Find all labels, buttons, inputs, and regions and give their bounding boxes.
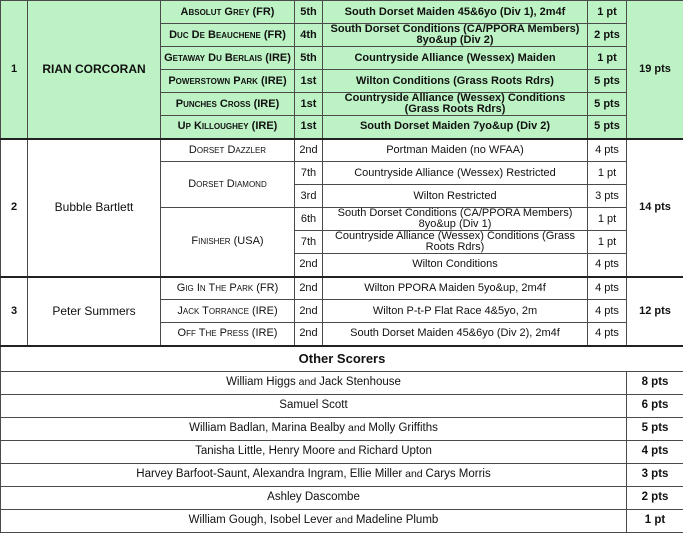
scorer-name: William Badlan, Marina Bealby [189, 422, 346, 434]
placing-cell: 4th [295, 24, 323, 47]
other-scorer-points: 2 pts [627, 486, 683, 509]
race-cell: South Dorset Maiden 45&6yo (Div 2), 2m4f [323, 323, 588, 346]
scorer-name: William Higgs [226, 376, 296, 388]
other-scorer-names [1, 371, 627, 394]
conjunction-text: and [295, 376, 320, 388]
placing-cell: 3rd [295, 185, 323, 208]
conjunction-text: and [402, 468, 426, 480]
trainer-name: RIAN CORCORAN [28, 1, 161, 139]
race-cell: South Dorset Conditions (CA/PPORA Members) 8yo&up (Div 1) [323, 208, 588, 231]
other-scorer-names [1, 509, 627, 532]
points-cell: 4 pts [588, 254, 627, 277]
horse-name: Gig In The Park (FR) [161, 277, 295, 300]
trainer-name: Peter Summers [28, 277, 161, 346]
table-row [1, 277, 683, 300]
horse-name: Up Killoughey (IRE) [161, 116, 295, 139]
conjunction-text: and [335, 445, 359, 457]
scorer-name: Madeline Plumb [355, 514, 439, 526]
points-cell: 2 pts [588, 24, 627, 47]
placing-cell: 6th [295, 208, 323, 231]
placing-cell: 2nd [295, 139, 323, 162]
points-cell: 4 pts [588, 323, 627, 346]
horse-name: Dorset Dazzler [161, 139, 295, 162]
horse-name: Off The Press (IRE) [161, 323, 295, 346]
points-cell: 1 pt [588, 208, 627, 231]
total-points: 14 pts [627, 139, 683, 277]
points-cell: 3 pts [588, 185, 627, 208]
scorer-name: Harvey Barfoot-Saunt, Alexandra Ingram, Ellie Miller [136, 468, 403, 480]
other-scorer-row [1, 417, 683, 440]
horse-name: Powerstown Park (IRE) [161, 70, 295, 93]
other-scorer-points: 5 pts [627, 417, 683, 440]
table-row [1, 1, 683, 24]
conjunction-text: and [345, 422, 369, 434]
placing-cell: 7th [295, 162, 323, 185]
horse-name: Jack Torrance (IRE) [161, 300, 295, 323]
points-cell: 4 pts [588, 139, 627, 162]
other-scorer-points: 3 pts [627, 463, 683, 486]
race-cell: South Dorset Maiden 7yo&up (Div 2) [323, 116, 588, 139]
placing-cell: 2nd [295, 323, 323, 346]
rank-cell: 1 [1, 1, 28, 139]
other-scorers-heading: Other Scorers [1, 346, 683, 372]
race-cell: South Dorset Conditions (CA/PPORA Members) 8yo&up (Div 2) [323, 24, 588, 47]
other-scorer-row [1, 440, 683, 463]
race-cell: Countryside Alliance (Wessex) Restricted [323, 162, 588, 185]
total-points: 19 pts [627, 1, 683, 139]
horse-name: Punches Cross (IRE) [161, 93, 295, 116]
other-scorer-points: 6 pts [627, 394, 683, 417]
points-cell: 4 pts [588, 300, 627, 323]
placing-cell: 2nd [295, 300, 323, 323]
conjunction-text: and [332, 514, 356, 526]
placing-cell: 5th [295, 1, 323, 24]
other-scorer-points: 4 pts [627, 440, 683, 463]
points-cell: 5 pts [588, 116, 627, 139]
placing-cell: 7th [295, 231, 323, 254]
points-cell: 1 pt [588, 47, 627, 70]
other-scorers-list [1, 371, 683, 532]
other-scorer-names [1, 486, 627, 509]
horse-name: Absolut Grey (FR) [161, 1, 295, 24]
scorer-name: Molly Griffiths [368, 422, 438, 434]
race-cell: Countryside Alliance (Wessex) Maiden [323, 47, 588, 70]
scorer-name: Tanisha Little, Henry Moore [195, 445, 336, 457]
placing-cell: 2nd [295, 254, 323, 277]
rank-cell: 2 [1, 139, 28, 277]
table-row [1, 139, 683, 162]
race-cell: Wilton Restricted [323, 185, 588, 208]
other-scorer-points: 1 pt [627, 509, 683, 532]
total-points: 12 pts [627, 277, 683, 346]
other-scorer-names [1, 463, 627, 486]
placing-cell: 2nd [295, 277, 323, 300]
placing-cell: 1st [295, 70, 323, 93]
trainer-name: Bubble Bartlett [28, 139, 161, 277]
scorer-name: Samuel Scott [279, 399, 348, 411]
race-cell: Wilton Conditions [323, 254, 588, 277]
points-cell: 5 pts [588, 93, 627, 116]
other-scorer-row [1, 486, 683, 509]
other-scorer-row [1, 371, 683, 394]
other-scorer-names [1, 417, 627, 440]
points-cell: 1 pt [588, 1, 627, 24]
race-cell: South Dorset Maiden 45&6yo (Div 1), 2m4f [323, 1, 588, 24]
placing-cell: 5th [295, 47, 323, 70]
race-cell: Portman Maiden (no WFAA) [323, 139, 588, 162]
points-cell: 5 pts [588, 70, 627, 93]
horse-name: Getaway Du Berlais (IRE) [161, 47, 295, 70]
other-scorer-row [1, 509, 683, 532]
other-scorer-row [1, 463, 683, 486]
other-scorer-points: 8 pts [627, 371, 683, 394]
horse-name: Finisher (USA) [161, 208, 295, 277]
race-cell: Wilton P-t-P Flat Race 4&5yo, 2m [323, 300, 588, 323]
race-cell: Wilton PPORA Maiden 5yo&up, 2m4f [323, 277, 588, 300]
race-cell: Wilton Conditions (Grass Roots Rdrs) [323, 70, 588, 93]
horse-name: Dorset Diamond [161, 162, 295, 208]
horse-name: Duc De Beauchene (FR) [161, 24, 295, 47]
scorer-name: Richard Upton [358, 445, 432, 457]
scorer-name: Jack Stenhouse [319, 376, 401, 388]
other-scorer-row [1, 394, 683, 417]
points-cell: 1 pt [588, 231, 627, 254]
race-cell: Countryside Alliance (Wessex) Conditions (Grass Roots Rdrs) [323, 231, 588, 254]
scorer-name: Ashley Dascombe [267, 491, 360, 503]
other-scorer-names [1, 394, 627, 417]
race-cell: Countryside Alliance (Wessex) Conditions (Grass Roots Rdrs) [323, 93, 588, 116]
placing-cell: 1st [295, 116, 323, 139]
points-cell: 1 pt [588, 162, 627, 185]
points-cell: 4 pts [588, 277, 627, 300]
scorer-name: Carys Morris [425, 468, 491, 480]
other-scorer-names [1, 440, 627, 463]
scorer-name: William Gough, Isobel Lever [188, 514, 333, 526]
top-scorers-body [1, 1, 683, 346]
other-scorers-body [1, 346, 683, 372]
rank-cell: 3 [1, 277, 28, 346]
placing-cell: 1st [295, 93, 323, 116]
